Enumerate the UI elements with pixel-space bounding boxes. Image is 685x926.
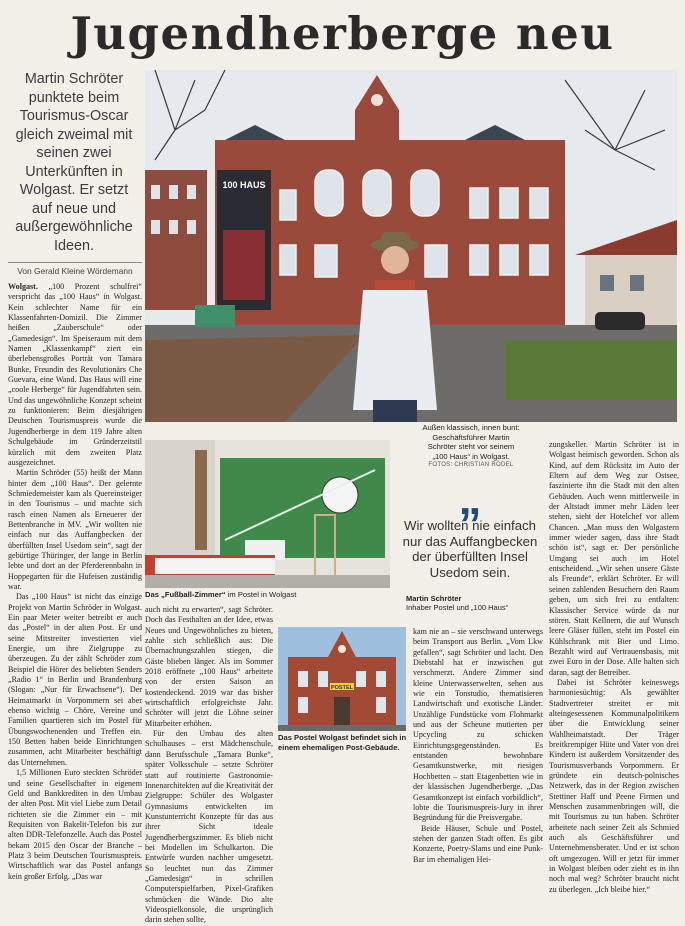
caption-line: Geschäftsführer Martin (432, 432, 510, 442)
article-column-4 (549, 440, 679, 894)
postel-caption (278, 733, 408, 752)
postel-sign: POSTEL (330, 685, 354, 691)
caption-line: „100 Haus“ in Wolgast. (432, 451, 510, 461)
paragraph: kam nie an – sie verschwand unterwegs beim Transport aus Berlin. „Vom Lkw gefallen“, sagt Schröter und lacht. Den Diebstahl hat er inzwischen gut verschmerzt. Andere Zimmer sind kleine Unterwasserwelten, sehen aus wie ein Tonstudio, thematisieren Landwirtschaft und exotische Länder. Unzählige Fundstücke vom Flohmarkt und aus der Scheune mutierten per Upcycling zu schicken Einrichtungsgegenständen. Es entstanden bewohnbare Gesamtkunstwerke, mit riesigen Hochbetten – statt Etagenbetten wie in der klassischen Jugendherberge. „Das Gesamtkonzept ist einfach vorbildlich“, lobte die Tourismuspreis-Jury in ihrer Begründung für die Preisvergabe. (413, 627, 543, 823)
main-photo (145, 70, 677, 422)
quote-role: Inhaber Postel und „100 Haus“ (406, 603, 509, 612)
paragraph (8, 282, 142, 468)
football-room-illustration (145, 440, 390, 588)
paragraph: 1,5 Millionen Euro steckten Schröder und seine Gesellschafter in eigenem Geld und Bankkrediten in den Umbau der alten Post. Mit viel Liebe zum Detail richteten sie die Zimmer ein – mit Requisiten von Bakelit-Telefon bis zur alten DDR-Telefonzelle. Auch das Postel bekam 2015 den Oscar der Branche – Platz 3 beim Deutschen Tourismuspreis. Wirtschaftlich war das Postel anfangs kein großer Erfolg. „Das war (8, 768, 142, 881)
caption-label: Das „Fußball-Zimmer“ (145, 590, 226, 599)
caption-line: einem ehemaligen Post-Gebäude. (278, 742, 400, 752)
quote-text: Wir wollten nie einfach nur das Auffangbecken der überfüllten Insel Usedom sein. (402, 518, 538, 580)
paragraph: Dabei ist Schröter keineswegs harmoniesüchtig: Als gewählter Stadtvertreter streitet er mit alteingesessenen Kommunalpolitikern über die Entwicklung seiner Wahlheimatstadt. Der Träger breitkrempiger Hüte und Vater von drei Kindern ist außerdem Vorsitzender des Tourismusverbands Vorpommern. Er gründete ein deutsch-polnisches Netzwerk, das in der Region zwischen Stettiner Haff und Peene Firmen und Menschen zusammenbringen will, die mit Tourismus zu tun haben. Schröter arbeitete nach seiner Zeit als Schmied auch als Geschäftsführer und Unternehmensberater. Und er ist schon oft umgezogen. Will er jetzt für immer in Wolgast bleiben oder zieht es in ihn noch mal weg? Schröter braucht nicht zu überlegen. „Ich bleibe hier.“ (549, 677, 679, 894)
headline: Jugendherberge neu (70, 7, 615, 60)
photo-credit: FOTOS: CHRISTIAN RÖDEL (428, 462, 514, 468)
article-column-2 (145, 605, 273, 925)
article-column-2b (278, 757, 406, 845)
author-byline: Von Gerald Kleine Wördemann (17, 266, 133, 276)
article-column-1 (8, 282, 142, 881)
caption-line: Das Postel Wolgast befindet sich in (278, 733, 407, 742)
pull-quote (400, 472, 540, 612)
football-room-caption (145, 590, 390, 600)
caption-line: Schröter steht vor seinem (427, 442, 515, 451)
teaser-divider (8, 262, 142, 263)
article-column-3 (413, 627, 543, 864)
postel-photo (278, 627, 406, 731)
main-photo-illustration (145, 70, 677, 422)
banner-sign: 100 HAUS (222, 180, 266, 190)
caption-text: im Postel in Wolgast (225, 590, 297, 599)
dateline: Wolgast. (8, 282, 38, 291)
football-room-photo (145, 440, 390, 588)
main-photo-caption (396, 423, 546, 471)
paragraph: Das „100 Haus“ ist nicht das einzige Projekt von Martin Schröder in Wolgast. Ein paar Meter weiter betreibt er auch das „Postel“ in der alten Post. Er und seine Mitstreiter investierten viel Energie, um ihre Zielgruppe zu überzeugen. Zu der zählt Schröder zum Beispiel die Hörer des beliebten Senders „Radio 1“ in Berlin und Brandenburg (Slogan: „Nur für Erwachsene“). Der Heimatmarkt in Vorpommern sei aber ebenso wichtig – Chöre, Vereine und Familien quartieren sich im Postel für Übungswochenenden und Treffen ein. 150 Betten haben beide Einrichtungen zusammen, acht Mitarbeiter beschäftigt das Unternehmen. (8, 592, 142, 767)
postel-illustration (278, 627, 406, 731)
paragraph: zungskeller. Martin Schröter ist in Wolgast heimisch geworden. Schon als Kind, auf dem Rücksitz im Auto der Eltern auf dem Weg zur Ostsee, faszinierte ihn die Stadt mit den alten Gebäuden. Auch wenn mittlerweile in der Altstadt immer mehr Läden leer stehen, sieht der Hotelchef vor allem Chancen. „Man muss den Wolgastern immer wieder sagen, dass ihre Stadt schön ist“, sagt er. Der persönliche Umgang sei auch im Hotel entscheidend. „Wir sehen unsere Gäste als Freunde“, erklärt Schröter. Er will seinen zahlenden Besuchern den Raum geben, um sich frei zu entfalten: Klassischer Service würde da nur stören. Statt Kellnern, die auf Wunsch leere Gläser füllen, steht im Postel ein Kühlschrank mit Bier und Limo. Bezahlt wird auf Vertrauensbasis, mit zwei Euro in der Dose. Alle halten sich daran, sagt der Betreiber. (549, 440, 679, 677)
quote-mark-icon: „ (458, 472, 482, 524)
quote-name: Martin Schröter (406, 594, 462, 603)
paragraph: auch nicht zu erwarten“, sagt Schröter. Doch das Festhalten an der Idee, etwas Neues und Ungewöhnliches zu bieten, zahlte sich schließlich aus: Die Übernachtungszahlen stiegen, die Gäste blieben länger. Als im Sommer 2018 eröffnete „100 Haus“ arbeitete von der ersten Saison an kostendeckend. 2019 war das bisher wirtschaftlich erfolgreichste Jahr. Schröter will jetzt die Löhne seiner Mitarbeiter erhöhen. (145, 605, 273, 728)
caption-line: Außen klassisch, innen bunt: (422, 423, 520, 432)
paragraph: Martin Schröder (55) heißt der Mann hinter dem „100 Haus“. Der gelernte Schmiedemeister kam als Quereinsteiger in den Tourismus – und machte sich rasch einen Namen als Erneuerer der Bettenbranche in MV. „Wir wollten nie einfach nur das Auffangbecken der überfüllten Insel Usedom sein“, sagt der gebürtige Thüringer, der lange in Berlin lebte und dort an der Pferderennbahn in Hoppegarten für die Hufeisen zuständig war. (8, 468, 142, 591)
paragraph-text: „100 Prozent schulfrei“ verspricht das „100 Haus“ in Wolgast. Kein schlechter Name für ein Klassenfahrten-Domizil. Die Zimmer heißen „Zauberschule“ oder „Gamedesign“. Im Speiseraum mit dem Namen „Klassenkampf“ ziert ein überlebensgroßes Porträt von Tamara Bunke, Freundin des Revolutionärs Che Guevara, eine Wand. Das Haus will eine „coole Herberge“ für Jugendfahrten sein. Und das ungewöhnliche Konzept scheint zu funktionieren: Beim diesjährigen Deutschen Tourismuspreis wurde die Jugendherberge in dem 119 Jahre alten Schulgebäude im Gründerzeitstil kürzlich mit dem zweiten Platz ausgezeichnet. (8, 282, 142, 467)
paragraph: Beide Häuser, Schule und Postel, stehen der ganzen Stadt offen. Es gibt Konzerte, Poetry-Slams und eine Punk-Bar im ehemaligen Hei- (413, 823, 543, 864)
teaser: Martin Schröter punktete beim Tourismus-Oscar gleich zweimal mit seinen zwei Unterkünften in Wolgast. Er setzt auf neue und außergewöhnliche Ideen. (15, 71, 133, 254)
paragraph (278, 757, 406, 767)
paragraph: Für den Umbau des alten Schulhauses – erst Mädchenschule, dann Berufsschule „Tamara Bunke“, später Volksschule – setzte Schröter statt auf routinierte Gastronomie-Innenarchitekten auf die Kreativität der Zielgruppe: Schüler des Wolgaster Gymnasiums entwickelten im Kunstunterricht Konzepte für das aus ihrer Sicht ideale Jugendherbergszimmer. Es blieb nicht bei Modellen im Schulkarton. Die Entwürfe wurden nachher umgesetzt. So leuchtet nun das Zimmer „Gamedesign“ in schrillen Computerspielfarben, Pixel-Grafiken schmücken die Wände. Dio alte Videospielkonsole, die ursprünglich darin stehen sollte, (145, 729, 273, 925)
quote-attribution (400, 594, 540, 612)
